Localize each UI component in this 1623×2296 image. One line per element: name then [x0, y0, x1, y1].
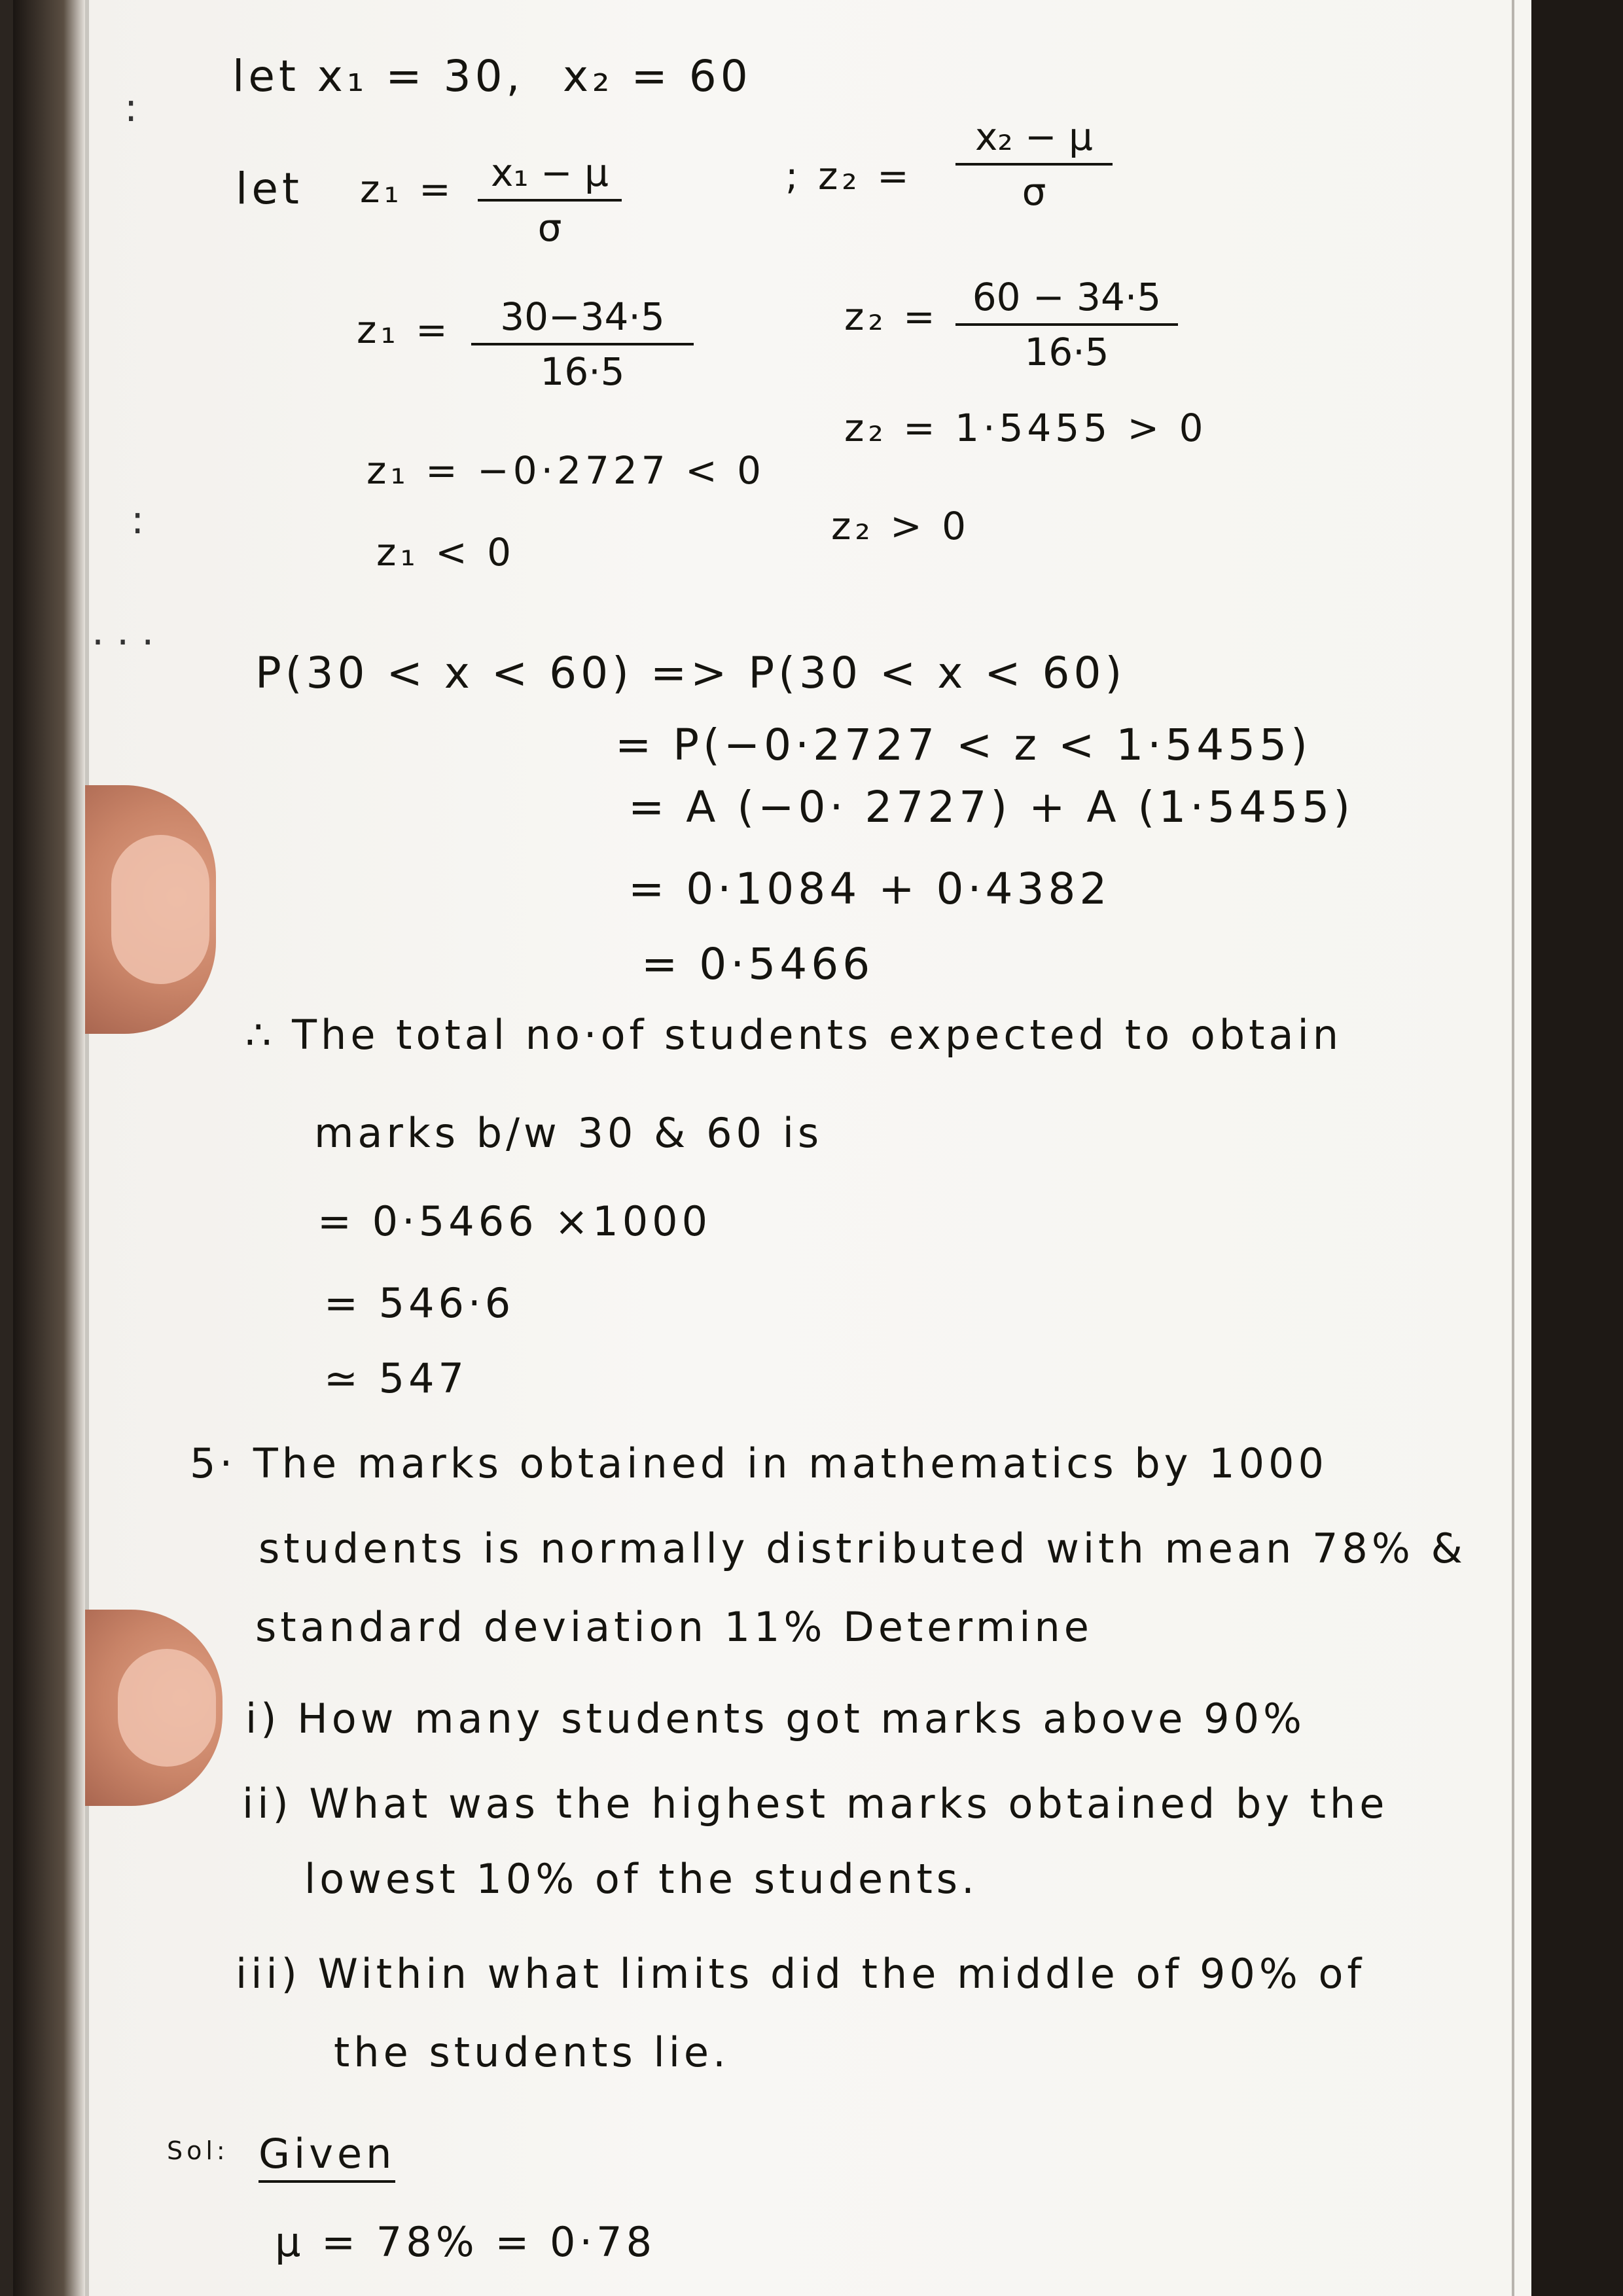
question-part-ii: ii) What was the highest marks obtained by the: [242, 1780, 1389, 1828]
notebook-spine: [13, 0, 85, 2296]
given-heading-text: Given: [259, 2130, 395, 2183]
z2-sub-lhs: z₂ =: [844, 294, 939, 339]
z1-lhs: z₁ =: [360, 167, 455, 211]
z1-substitution: [471, 294, 694, 394]
line-let-x: let x₁ = 30,: [232, 51, 524, 101]
prob-line-1: P(30 < x < 60) => P(30 < x < 60): [255, 648, 1126, 698]
margin-mark-1: :: [124, 85, 138, 131]
z2-sub-den: 16·5: [1024, 330, 1109, 374]
z1-sub-num: 30−34·5: [471, 294, 694, 345]
z1-sub-lhs: z₁ =: [357, 308, 452, 352]
thumb-top: [85, 785, 216, 1034]
z1-formula: [478, 150, 622, 250]
question-part-i: i) How many students got marks above 90%: [245, 1695, 1306, 1742]
solution-label: Sol:: [167, 2136, 229, 2165]
question-line-2: students is normally distributed with mean 78% &: [259, 1525, 1467, 1572]
line-x2: x₂ = 60: [563, 51, 752, 101]
question-part-iii-cont: the students lie.: [334, 2028, 730, 2076]
z2-sub-num: 60 − 34·5: [955, 275, 1178, 326]
z1-formula-num: x₁ − μ: [478, 150, 622, 202]
mean-value: μ = 78% = 0·78: [275, 2218, 656, 2266]
prob-line-5: = 0·5466: [641, 939, 874, 989]
question-part-iii: iii) Within what limits did the middle of 90% of: [236, 1950, 1366, 1998]
z1-sign: z₁ < 0: [376, 530, 516, 574]
prob-line-2: = P(−0·2727 < z < 1·5455): [615, 720, 1311, 770]
z2-formula-num: x₂ − μ: [955, 115, 1113, 166]
z1-formula-den: σ: [537, 205, 562, 250]
z2-sign: z₂ > 0: [831, 504, 971, 548]
question-part-ii-cont: lowest 10% of the students.: [304, 1855, 978, 1903]
z2-substitution: [955, 275, 1178, 374]
question-line-1: 5· The marks obtained in mathematics by 1000: [190, 1439, 1328, 1487]
conclusion-line-2: marks b/w 30 & 60 is: [314, 1109, 823, 1157]
prob-line-4: = 0·1084 + 0·4382: [628, 864, 1111, 914]
z2-value: z₂ = 1·5455 > 0: [844, 406, 1207, 450]
z2-formula-den: σ: [1022, 169, 1046, 214]
conclusion-line-4: = 546·6: [324, 1279, 515, 1327]
page-margin-line: [1512, 0, 1514, 2296]
margin-mark-2: :: [131, 497, 145, 543]
z1-value: z₁ = −0·2727 < 0: [366, 448, 766, 493]
page-right-edge: [1531, 0, 1623, 2296]
conclusion-line-3: = 0·5466 ×1000: [317, 1197, 712, 1245]
z1-sub-den: 16·5: [540, 349, 625, 394]
prob-line-3: = A (−0· 2727) + A (1·5455): [628, 782, 1354, 832]
question-line-3: standard deviation 11% Determine: [255, 1603, 1093, 1651]
conclusion-line-1: ∴ The total no·of students expected to obtain: [245, 1011, 1342, 1059]
given-heading: [259, 2130, 395, 2178]
z2-lhs: ; z₂ =: [785, 154, 913, 198]
margin-mark-3: . . .: [92, 609, 154, 654]
z2-formula: [955, 115, 1113, 214]
line-let-z: let: [236, 164, 303, 214]
conclusion-line-5: ≃ 547: [324, 1354, 468, 1402]
